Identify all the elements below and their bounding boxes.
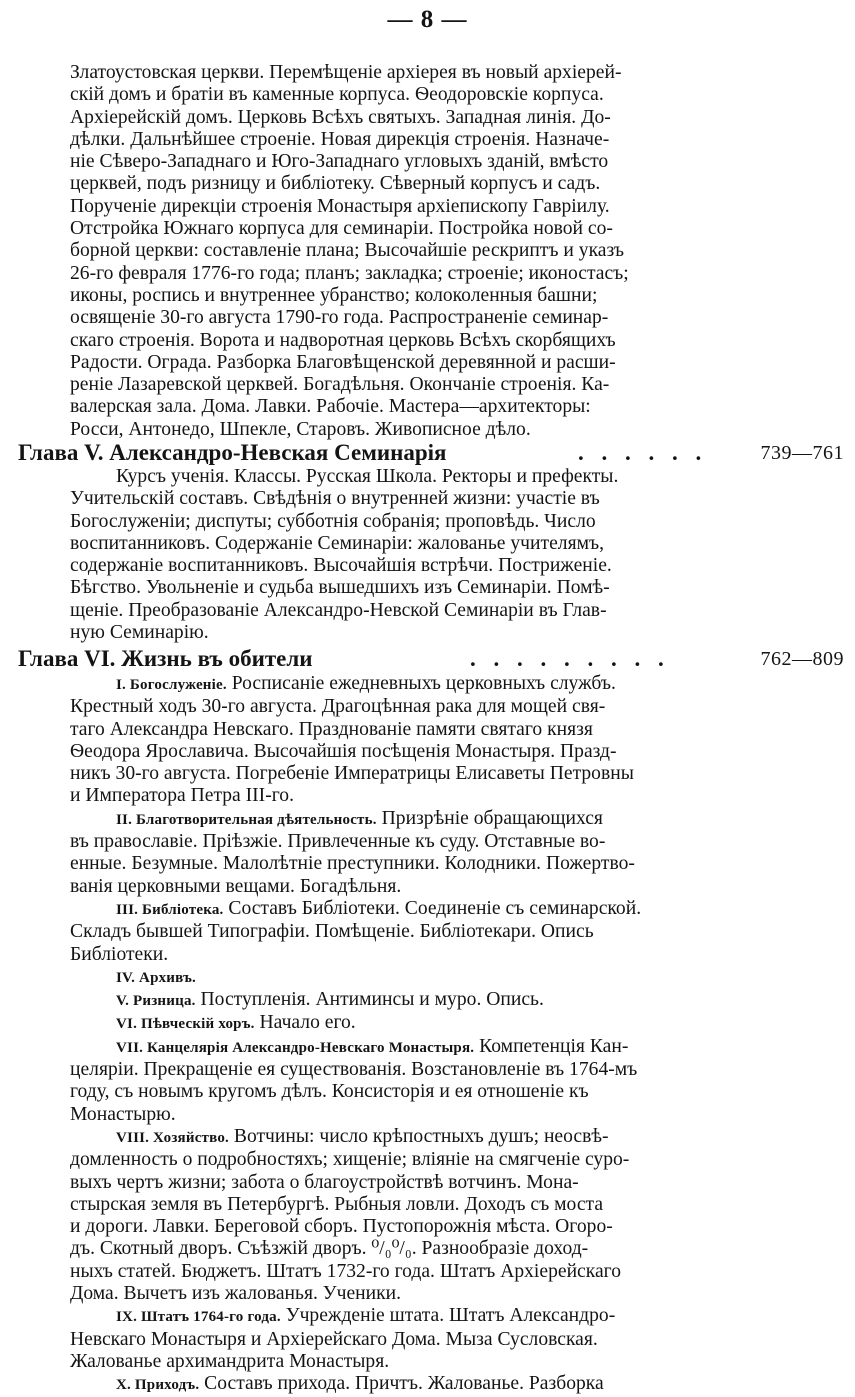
chapter-6-page-range: 762—809 bbox=[760, 648, 844, 670]
text-line: Росси, Антонедо, Шпекле, Старовъ. Живописное дѣло. bbox=[70, 418, 531, 440]
text-line: Библіотеки. bbox=[70, 943, 169, 965]
text-line: борной церкви: составленіе плана; Высочайшіе рескриптъ и указъ bbox=[70, 240, 625, 262]
section-first-line bbox=[70, 1305, 740, 1328]
text-line: Крестный ходъ 30-го августа. Драгоцѣнная рака для мощей свя- bbox=[70, 696, 606, 718]
text-line: году, съ новымъ кругомъ дѣлъ. Консисторія и ея отношеніе къ bbox=[70, 1081, 589, 1103]
text-line: освященіе 30-го августа 1790-го года. Распространеніе семинар- bbox=[70, 307, 609, 329]
section-text: Учрежденіе штата. Штатъ Александро- bbox=[280, 1305, 616, 1327]
chapter-5-summary bbox=[70, 466, 740, 644]
section-text: Вотчины: число крѣпостныхъ душъ; неосвѣ- bbox=[228, 1125, 609, 1147]
text-line: церквей, подъ ризницу и библіотеку. Сѣверный корпусъ и садъ. bbox=[70, 173, 601, 195]
text-line: никъ 30-го августа. Погребеніе Императрицы Елисаветы Петровны bbox=[70, 763, 634, 785]
text-line: ванія церковными вещами. Богадѣльня. bbox=[70, 875, 402, 897]
section-text: Составъ Библіотеки. Соединеніе съ семинарской. bbox=[223, 897, 642, 919]
section-label: II. Благотворительная дѣятельность. bbox=[116, 811, 377, 828]
text-line: Курсъ ученія. Классы. Русская Школа. Ректоры и префекты. bbox=[116, 466, 619, 487]
chapter-6-title: Глава VI. Жизнь въ обители bbox=[18, 646, 313, 671]
text-line: таго Александра Невскаго. Празднованіе памяти святаго князя bbox=[70, 718, 593, 740]
page-number: — 8 — bbox=[387, 6, 468, 33]
section-label: X. Приходъ. bbox=[116, 1377, 200, 1394]
text-line: Бѣгство. Увольненіе и судьба вышедшихъ изъ Семинаріи. Помѣ- bbox=[70, 577, 610, 599]
section-first-line bbox=[70, 989, 740, 1012]
section-label: IV. Архивъ. bbox=[116, 969, 196, 986]
chapter-5-leader-dots: . . . . . . bbox=[578, 440, 708, 465]
text-line: щеніе. Преобразованіе Александро-Невской Семинаріи въ Глав- bbox=[70, 599, 607, 621]
section-text: Начало его. bbox=[254, 1012, 356, 1034]
section-first-line bbox=[70, 1012, 740, 1035]
text-line: Ѳеодора Ярославича. Высочайшія посѣщенія Монастыря. Празд- bbox=[70, 740, 617, 762]
text-line: Златоустовская церкви. Перемѣщеніе архіерея въ новый архіерей- bbox=[70, 62, 622, 83]
text-line: дъ. Скотный дворъ. Съѣзжій дворъ. ⁰/₀⁰/₀. Разнообразіе доход- bbox=[70, 1238, 589, 1260]
text-line: ную Семинарію. bbox=[70, 622, 209, 644]
chapter-5-title: Глава V. Александро-Невская Семинарія bbox=[18, 440, 447, 465]
section-label: V. Ризница. bbox=[116, 993, 196, 1010]
text-line: ныхъ статей. Бюджетъ. Штатъ 1732-го года. Штатъ Архіерейскаго bbox=[70, 1260, 622, 1282]
text-line: Монастырю. bbox=[70, 1103, 176, 1125]
section-label: IX. Штатъ 1764-го года. bbox=[116, 1309, 281, 1326]
section-label: VI. Пѣвческій хоръ. bbox=[116, 1016, 255, 1033]
text-line: домленность о подробностяхъ; хищеніе; вліяніе на смягченіе суро- bbox=[70, 1149, 630, 1171]
text-line: стырская земля въ Петербургѣ. Рыбныя ловли. Доходъ съ моста bbox=[70, 1193, 604, 1215]
chapter-6-leader-dots: . . . . . . . . . bbox=[470, 646, 670, 671]
section-first-line bbox=[70, 966, 740, 989]
text-line: Учительскій составъ. Свѣдѣнія о внутренней жизни: участіе въ bbox=[70, 488, 600, 510]
section-text: Призрѣніе обращающихся bbox=[376, 807, 603, 829]
text-line: Дома. Вычетъ изъ жалованья. Ученики. bbox=[70, 1283, 402, 1305]
text-line: иконы, роспись и внутреннее убранство; колоколенныя башни; bbox=[70, 284, 598, 306]
text-line: Складъ бывшей Типографіи. Помѣщеніе. Библіотекари. Опись bbox=[70, 921, 594, 943]
section-label: I. Богослуженіе. bbox=[116, 677, 227, 693]
text-line: ніе Сѣверо-Западнаго и Юго-Западнаго угловыхъ зданій, вмѣсто bbox=[70, 151, 609, 173]
section-text: Поступленія. Антиминсы и муро. Опись. bbox=[195, 989, 544, 1011]
section-text: Компетенція Кан- bbox=[474, 1035, 629, 1057]
text-line: Отстройка Южнаго корпуса для семинаріи. Постройка новой со- bbox=[70, 218, 613, 240]
text-line: выхъ чертъ жизни; забота о благоустройствѣ вотчинъ. Мона- bbox=[70, 1171, 579, 1193]
text-line: реніе Лазаревской церквей. Богадѣльня. Окончаніе строенія. Ка- bbox=[70, 374, 610, 396]
text-line: содержаніе воспитанниковъ. Высочайшія встрѣчи. Постриженіе. bbox=[70, 555, 612, 577]
section-first-line bbox=[70, 1126, 740, 1149]
text-line: воспитанниковъ. Содержаніе Семинаріи: жалованье учителямъ, bbox=[70, 532, 605, 554]
section-label: III. Библіотека. bbox=[116, 901, 224, 918]
text-line: Порученіе дирекціи строенія Монастыря архіепископу Гавріилу. bbox=[70, 195, 610, 217]
chapter-6-heading bbox=[18, 646, 844, 676]
text-line: 26-го февраля 1776-го года; планъ; закладка; строеніе; иконостасъ; bbox=[70, 262, 629, 284]
text-line: Богослуженіи; диспуты; субботнія собранія; проповѣдь. Число bbox=[70, 510, 596, 532]
text-line: Невскаго Монастыря и Архіерейскаго Дома. Мыза Сусловская. bbox=[70, 1328, 598, 1350]
text-line: енные. Безумные. Малолѣтніе преступники. Колодники. Пожертво- bbox=[70, 853, 635, 875]
text-line: Жалованье архимандрита Монастыря. bbox=[70, 1350, 390, 1372]
text-line: скій домъ и братіи въ каменные корпуса. Ѳеодоровскіе корпуса. bbox=[70, 84, 604, 106]
section-label: VII. Канцелярія Александро-Невскаго Монастыря. bbox=[116, 1039, 475, 1056]
text-line: валерская зала. Дома. Лавки. Рабочіе. Мастера—архитекторы: bbox=[70, 396, 591, 418]
text-line: скаго строенія. Ворота и надворотная церковь Всѣхъ скорбящихъ bbox=[70, 329, 616, 351]
text-line: целяріи. Прекращеніе ея существованія. Возстановленіе въ 1764-мъ bbox=[70, 1059, 638, 1081]
section-label: VIII. Хозяйство. bbox=[116, 1129, 229, 1146]
section-text: Росписаніе ежедневныхъ церковныхъ службъ. bbox=[226, 673, 616, 694]
text-line: и Императора Петра III-го. bbox=[70, 785, 294, 807]
section-first-line bbox=[70, 673, 740, 696]
section-first-line bbox=[70, 1373, 740, 1396]
section-text: Составъ прихода. Причтъ. Жалованье. Разборка bbox=[199, 1373, 604, 1395]
text-line: Радости. Ограда. Разборка Благовѣщенской деревянной и расши- bbox=[70, 351, 616, 373]
section-first-line bbox=[70, 1036, 740, 1059]
chapter-5-page-range: 739—761 bbox=[760, 442, 844, 464]
text-line: въ православіе. Пріѣзжіе. Привлеченные къ суду. Отставные во- bbox=[70, 831, 606, 853]
chapter-6-summary bbox=[70, 673, 740, 1397]
section-first-line bbox=[70, 808, 740, 831]
text-line: дѣлки. Дальнѣйшее строеніе. Новая дирекція строенія. Назначе- bbox=[70, 128, 610, 150]
intro-paragraph bbox=[70, 62, 740, 441]
section-first-line bbox=[70, 898, 740, 921]
text-line: и дороги. Лавки. Береговой сборъ. Пустопорожнія мѣста. Огоро- bbox=[70, 1216, 613, 1238]
text-line: Архіерейскій домъ. Церковь Всѣхъ святыхъ. Западная линія. До- bbox=[70, 106, 611, 128]
